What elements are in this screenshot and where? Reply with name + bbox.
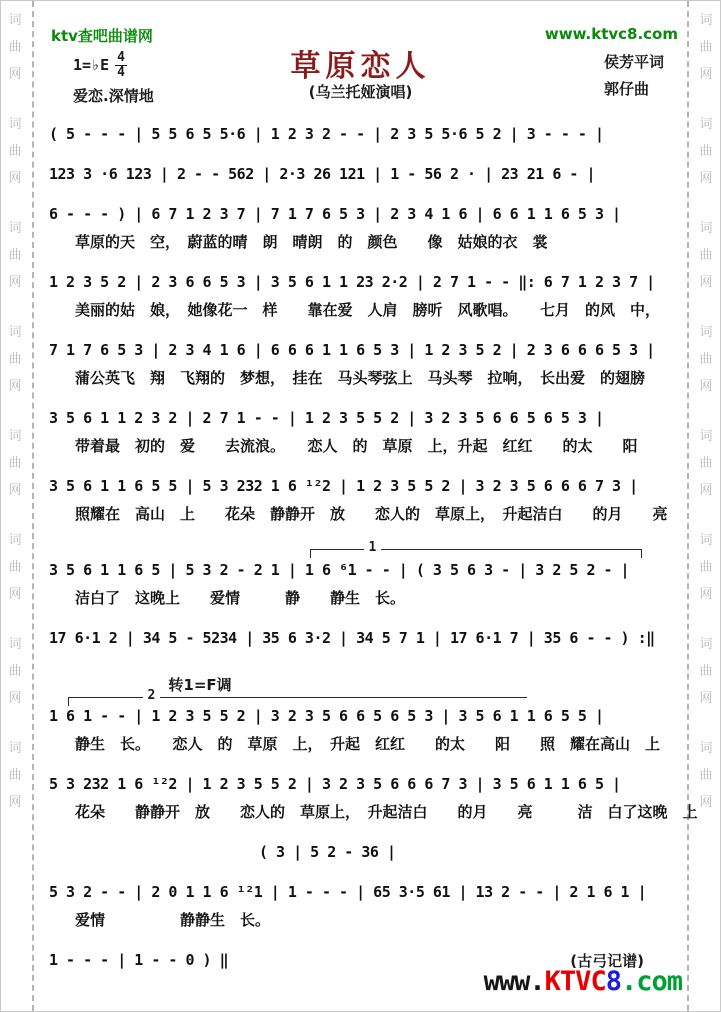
watermark-char: 曲	[8, 664, 22, 679]
score-line-12	[43, 841, 678, 863]
watermark-char: 网	[8, 171, 22, 186]
watermark-char: 词	[699, 741, 713, 756]
logo-part: KTVC	[544, 966, 606, 997]
watermark-char: 词	[8, 13, 22, 28]
watermark-char: 网	[699, 275, 713, 290]
logo-part: 8	[605, 966, 621, 997]
lyricist-credit: 侯芳平词	[603, 53, 664, 71]
logo-part: www.	[483, 966, 545, 997]
notation-line: 3 5 6 1 1 2 3 2 | 2 7 1 - - | 1 2 3 5 5 2 | 3 2 3 5 6 6 5 6 5 3 |	[49, 409, 604, 427]
watermark-char: 曲	[699, 664, 713, 679]
watermark-char: 曲	[8, 560, 22, 575]
watermark-char: 曲	[8, 144, 22, 159]
score-line-13	[43, 881, 678, 931]
watermark-char: 曲	[699, 248, 713, 263]
lyrics-line: 花朵 静静开 放 恋人的 草原上， 升起洁白 的月 亮 洁 白了这晚 上	[75, 803, 698, 821]
score-line-1	[43, 123, 678, 145]
score-line-3	[43, 203, 678, 253]
song-title: 草原恋人	[290, 49, 431, 84]
score-line-11	[43, 773, 698, 823]
notation-line: 5 3 232 1 6 ¹²2 | 1 2 3 5 5 2 | 3 2 3 5 6 6 6 7 3 | 3 5 6 1 1 6 5 |	[49, 775, 621, 793]
notation-line: 123 3 ·6 123 | 2 - - 562 | 2·3 26 121 | 1 - 56 2 · | 23 21 6 - |	[49, 165, 595, 183]
volta-bracket-1	[310, 540, 642, 558]
watermark-char: 曲	[699, 456, 713, 471]
watermark-char: 词	[8, 221, 22, 236]
score-line-4	[43, 271, 678, 321]
site-url-link[interactable]: www.ktvc8.com	[544, 25, 678, 43]
score-line-2	[43, 163, 678, 185]
score-line-6	[43, 407, 678, 457]
watermark-char: 曲	[699, 144, 713, 159]
watermark-char: 网	[8, 483, 22, 498]
watermark-char: 网	[699, 483, 713, 498]
time-signature	[115, 51, 127, 79]
watermark-char: 词	[699, 117, 713, 132]
watermark-char: 词	[699, 429, 713, 444]
lyrics-line: 美丽的姑 娘， 她像花一 样 靠在爱 人肩 膀听 风歌唱。 七月 的风 中，	[75, 301, 661, 319]
watermark-char: 词	[699, 221, 713, 236]
lyrics-line: 蒲公英飞 翔 飞翔的 梦想， 挂在 马头琴弦上 马头琴 拉响， 长出爱 的翅膀	[75, 369, 646, 387]
lyrics-line: 照耀在 高山 上 花朵 静静开 放 恋人的 草原上， 升起洁白 的月 亮	[75, 505, 668, 523]
watermark-char: 词	[699, 637, 713, 652]
volta-number: 1	[364, 541, 382, 554]
watermark-char: 曲	[8, 768, 22, 783]
watermark-char: 曲	[699, 560, 713, 575]
performer-subtitle: (乌兰托娅演唱)	[308, 83, 413, 101]
site-name-link[interactable]: ktv查吧曲谱网	[51, 27, 153, 45]
notation-line: 6 - - - ) | 6 7 1 2 3 7 | 7 1 7 6 5 3 | 2 3 4 1 6 | 6 6 1 1 6 5 3 |	[49, 205, 621, 223]
time-signature-top: 4	[117, 50, 125, 65]
notation-line: 1 - - - | 1 - - 0 ) ‖	[49, 951, 229, 969]
lyrics-line: 静生 长。 恋人 的 草原 上， 升起 红红 的太 阳 照 耀在高山 上	[75, 735, 661, 753]
watermark-char: 词	[699, 13, 713, 28]
modulation-label: 转1=F调	[165, 674, 234, 695]
composer-credit: 郭仔曲	[603, 80, 649, 98]
watermark-char: 词	[8, 429, 22, 444]
watermark-char: 网	[699, 67, 713, 82]
notation-line: 3 5 6 1 1 6 5 | 5 3 2 - 2 1 | 1 6 ⁶1 - - | ( 3 5 6 3 - | 3 2 5 2 - |	[49, 561, 630, 579]
watermark-char: 曲	[8, 352, 22, 367]
time-signature-bottom: 4	[117, 64, 125, 80]
watermark-char: 网	[8, 691, 22, 706]
watermark-char: 网	[699, 587, 713, 602]
score-line-5	[43, 339, 678, 389]
watermark-char: 网	[699, 795, 713, 810]
watermark-char: 曲	[699, 768, 713, 783]
sheet-header	[43, 1, 678, 119]
notation-line: ( 3 | 5 2 - 36 |	[259, 843, 396, 861]
watermark-char: 网	[8, 795, 22, 810]
lyrics-line: 带着最 初的 爱 去流浪。 恋人 的 草原 上，升起 红红 的太 阳	[75, 437, 638, 455]
sheet-content	[43, 1, 698, 1011]
watermark-char: 网	[8, 275, 22, 290]
watermark-char: 词	[699, 533, 713, 548]
notation-line: ( 5 - - - | 5 5 6 5 5·6 | 1 2 3 2 - - | 2 3 5 5·6 5 2 | 3 - - - |	[49, 125, 604, 143]
watermark-char: 曲	[8, 40, 22, 55]
logo-part: .com	[620, 966, 682, 997]
score-line-9	[43, 627, 678, 649]
watermark-char: 网	[699, 379, 713, 394]
right-dashed-rule	[687, 1, 689, 1011]
notation-line: 17 6·1 2 | 34 5 - 5234 | 35 6 3·2 | 34 5 7 1 | 17 6·1 7 | 35 6 - - ) :‖	[49, 629, 655, 647]
watermark-char: 词	[699, 325, 713, 340]
watermark-char: 词	[8, 741, 22, 756]
watermark-char: 词	[8, 533, 22, 548]
volta-number: 2	[143, 689, 161, 702]
watermark-char: 网	[8, 379, 22, 394]
score-line-7	[43, 475, 678, 525]
expression-marking: 爱恋.深情地	[73, 87, 154, 106]
watermark-char: 网	[8, 67, 22, 82]
right-watermark-column	[696, 7, 716, 1005]
watermark-char: 曲	[8, 456, 22, 471]
key-and-tempo	[73, 51, 154, 106]
score-body	[43, 119, 698, 971]
ktvc8-logo-link[interactable]	[484, 966, 682, 997]
credits	[604, 49, 664, 103]
watermark-char: 词	[8, 325, 22, 340]
transcriber-note: (古弓记谱)	[570, 952, 644, 970]
lyrics-line: 洁白了 这晚上 爱情 静 静生 长。	[75, 589, 406, 607]
notation-line: 1 2 3 5 2 | 2 3 6 6 5 3 | 3 5 6 1 1 23 2·2 | 2 7 1 - - ‖: 6 7 1 2 3 7 |	[49, 273, 655, 291]
lyrics-line: 草原的天 空， 蔚蓝的晴 朗 晴朗 的 颜色 像 姑娘的衣 裳	[75, 233, 548, 251]
watermark-char: 词	[8, 117, 22, 132]
watermark-char: 曲	[8, 248, 22, 263]
key-signature: 1=♭E	[73, 56, 110, 75]
watermark-char: 网	[8, 587, 22, 602]
left-dashed-rule	[32, 1, 34, 1011]
score-line-10	[43, 667, 678, 755]
volta-bracket-2	[68, 676, 526, 706]
score-line-8	[43, 540, 678, 609]
notation-line: 7 1 7 6 5 3 | 2 3 4 1 6 | 6 6 6 1 1 6 5 3 | 1 2 3 5 2 | 2 3 6 6 6 5 3 |	[49, 341, 655, 359]
notation-line: 1 6 1 - - | 1 2 3 5 5 2 | 3 2 3 5 6 6 5 6 5 3 | 3 5 6 1 1 6 5 5 |	[49, 707, 604, 725]
left-watermark-column	[5, 7, 25, 1005]
watermark-char: 曲	[699, 352, 713, 367]
notation-line: 5 3 2 - - | 2 0 1 1 6 ¹²1 | 1 - - - | 65 3·5 61 | 13 2 - - | 2 1 6 1 |	[49, 883, 647, 901]
notation-line: 3 5 6 1 1 6 5 5 | 5 3 232 1 6 ¹²2 | 1 2 3 5 5 2 | 3 2 3 5 6 6 6 7 3 |	[49, 477, 638, 495]
lyrics-line: 爱情 静静生 长。	[75, 911, 271, 929]
watermark-char: 词	[8, 637, 22, 652]
watermark-char: 网	[699, 171, 713, 186]
watermark-char: 网	[699, 691, 713, 706]
watermark-char: 曲	[699, 40, 713, 55]
